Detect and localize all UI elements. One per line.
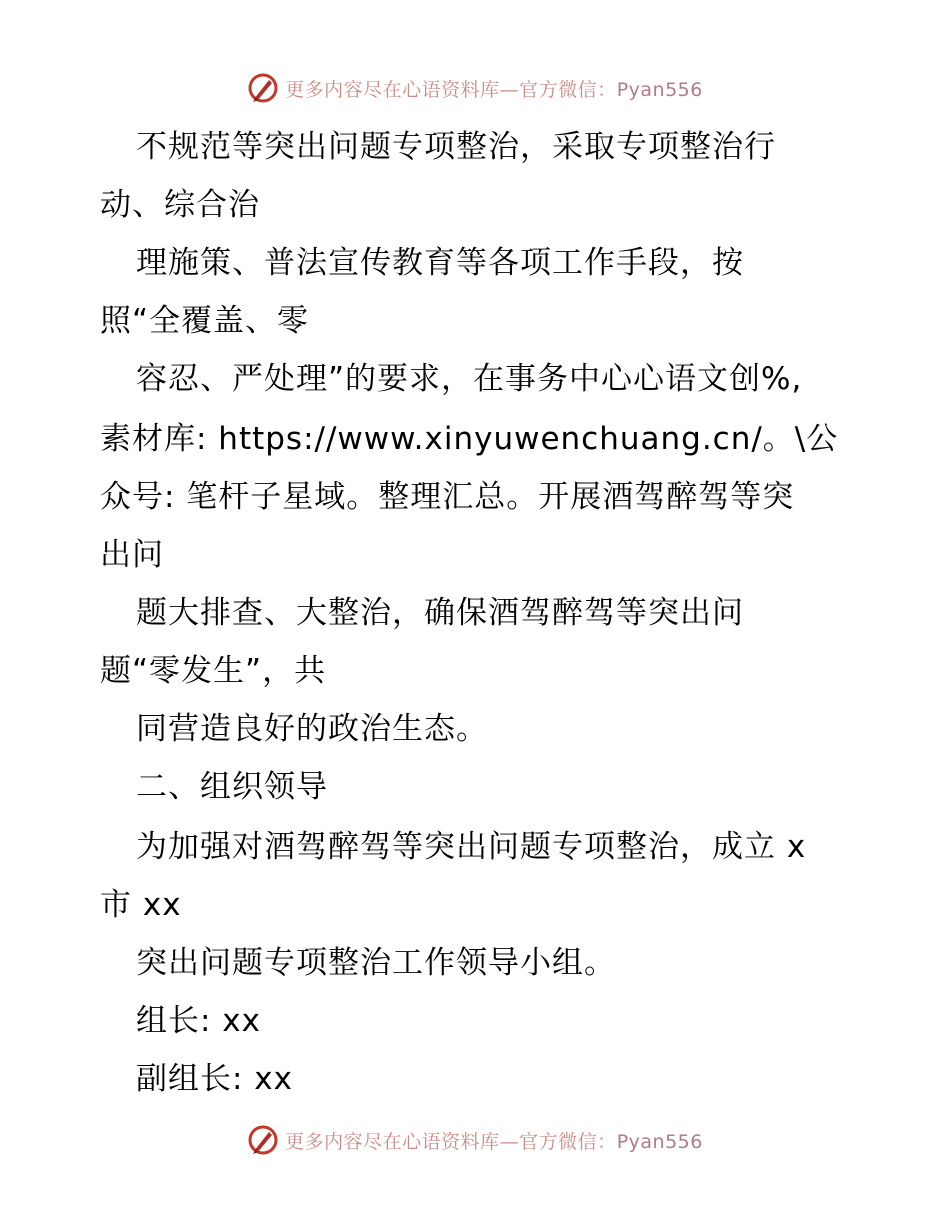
footer-contact-label: 官方微信： bbox=[519, 1130, 617, 1153]
body-line: 市 xx bbox=[100, 887, 182, 923]
section-heading: 二、组织领导 bbox=[136, 769, 328, 805]
header-contact-label: 官方微信： bbox=[519, 78, 617, 101]
body-line: 出问 bbox=[100, 537, 164, 573]
footer-brand-text: 更多内容尽在心语资料库 bbox=[285, 1130, 500, 1153]
body-line: 为加强对酒驾醉驾等突出问题专项整治，成立 x bbox=[136, 829, 807, 865]
header-contact-id: Pyan556 bbox=[616, 78, 703, 101]
body-line: 理施策、普法宣传教育等各项工作手段，按 bbox=[136, 245, 744, 281]
header-dash: — bbox=[499, 78, 520, 101]
header-brand-text: 更多内容尽在心语资料库 bbox=[285, 78, 500, 101]
body-line: 副组长: xx bbox=[136, 1061, 293, 1097]
body-line: 众号: 笔杆子星域。整理汇总。开展酒驾醉驾等突 bbox=[100, 479, 795, 515]
body-line: 组长: xx bbox=[136, 1003, 261, 1039]
body-line: 容忍、严处理”的要求，在事务中心心语文创%, bbox=[136, 361, 803, 397]
body-line: 不规范等突出问题专项整治，采取专项整治行 bbox=[136, 129, 776, 165]
footer-watermark bbox=[0, 1122, 950, 1158]
quill-logo-icon bbox=[247, 1124, 279, 1156]
body-line: 题“零发生”，共 bbox=[100, 653, 327, 689]
footer-watermark-text bbox=[285, 1127, 703, 1154]
footer-dash: — bbox=[499, 1130, 520, 1153]
body-line: 同营造良好的政治生态。 bbox=[136, 711, 488, 747]
body-line: 突出问题专项整治工作领导小组。 bbox=[136, 945, 616, 981]
body-line: 照“全覆盖、零 bbox=[100, 303, 310, 339]
body-line: 素材库: https://www.xinyuwenchuang.cn/。\公 bbox=[100, 421, 839, 457]
body-line: 动、综合治 bbox=[100, 187, 260, 223]
body-line: 题大排查、大整治，确保酒驾醉驾等突出问 bbox=[136, 595, 744, 631]
footer-contact-id: Pyan556 bbox=[616, 1130, 703, 1153]
